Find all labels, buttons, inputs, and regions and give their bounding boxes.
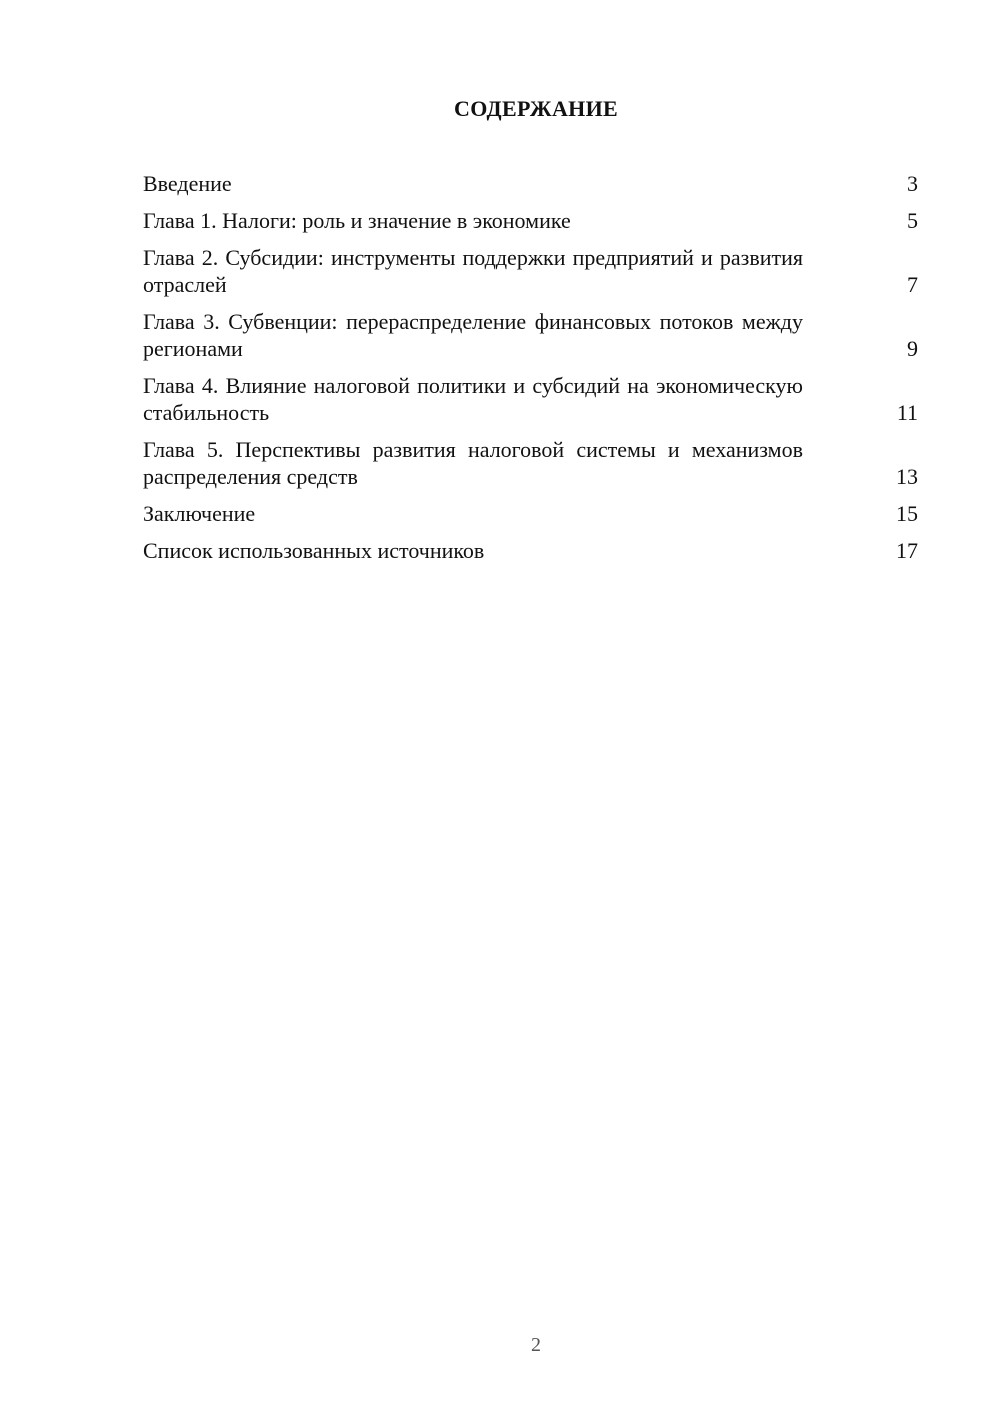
toc-entry-page: 15 <box>896 501 918 526</box>
toc-entry-text: Введение <box>143 171 232 196</box>
toc-entry-page: 9 <box>907 336 918 361</box>
page-title: СОДЕРЖАНИЕ <box>454 96 618 121</box>
toc-entry-chapter-4 <box>143 372 918 426</box>
toc-entry-page: 5 <box>907 208 918 233</box>
toc-entry-text: Глава 2. Субсидии: инструменты поддержки предприятий и развития отраслей <box>143 245 803 297</box>
toc-entry-text: Глава 4. Влияние налоговой политики и субсидий на экономическую стабильность <box>143 373 803 425</box>
toc-entry-page: 11 <box>896 400 918 425</box>
toc-entry-text: Глава 5. Перспективы развития налоговой системы и механизмов распределения средств <box>143 437 803 489</box>
toc-entry-chapter-3 <box>143 308 918 362</box>
page-number: 2 <box>531 1334 541 1356</box>
toc-entry-introduction <box>143 170 918 197</box>
toc-entry-page: 17 <box>896 538 918 563</box>
toc-entry-references <box>143 537 918 564</box>
toc-entry-text: Список использованных источников <box>143 538 485 563</box>
toc-entry-text: Заключение <box>143 501 256 526</box>
toc-entry-page: 3 <box>907 171 918 196</box>
toc-entry-text: Глава 1. Налоги: роль и значение в экономике <box>143 208 571 233</box>
toc-entry-chapter-1 <box>143 207 918 234</box>
toc-entry-page: 7 <box>907 272 918 297</box>
toc-entry-text: Глава 3. Субвенции: перераспределение финансовых потоков между регионами <box>143 309 803 361</box>
toc-entry-page: 13 <box>896 464 918 489</box>
toc-entry-conclusion <box>143 500 918 527</box>
table-of-contents <box>143 170 918 574</box>
toc-entry-chapter-2 <box>143 244 918 298</box>
toc-entry-chapter-5 <box>143 436 918 490</box>
